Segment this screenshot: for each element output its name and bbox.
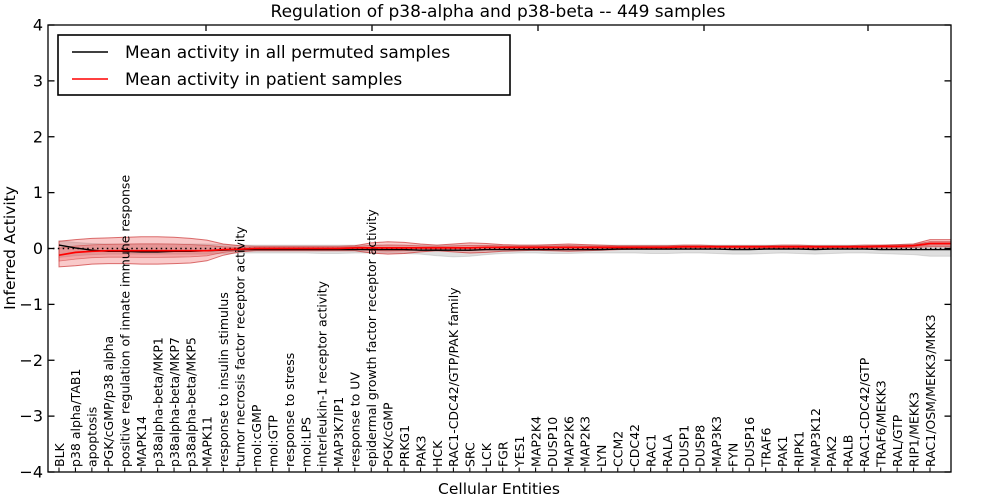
x-tick-label: PAK1 [774,435,790,467]
y-tick-label: 4 [32,15,43,35]
x-tick-label: PAK2 [824,435,840,467]
x-tick-label: p38alpha-beta/MKP1 [150,337,166,467]
x-tick-label: RAC1-CDC42/GTP/PAK family [446,287,462,467]
x-tick-label: PGK/cGMP [380,402,396,467]
y-tick-label: 2 [32,127,43,147]
x-tick-label: TRAF6 [758,427,774,467]
x-tick-label: RALB [840,434,856,467]
x-tick-label: response to insulin stimulus [216,292,232,467]
x-tick-label: HCK [429,440,445,467]
x-tick-label: CCM2 [610,430,626,467]
x-tick-label: PRKG1 [396,424,412,467]
legend-label-permuted: Mean activity in all permuted samples [125,43,451,63]
x-tick-label: MAPK14 [134,416,149,467]
y-tick-label: −3 [19,406,43,426]
x-tick-label: interleukin-1 receptor activity [314,280,330,467]
x-tick-label: SRC [462,442,478,467]
x-tick-label: mol:cGMP [249,404,264,467]
y-tick-label: 3 [32,71,43,91]
x-tick-label: DUSP10 [544,416,560,467]
y-tick-label: −1 [19,294,43,314]
x-tick-label: DUSP16 [742,416,757,467]
x-tick-label: PAK3 [413,435,429,467]
x-tick-label: LCK [479,443,495,467]
legend-label-patient: Mean activity in patient samples [125,70,403,90]
x-tick-label: p38alpha-beta/MKP5 [183,337,199,467]
x-axis-label: Cellular Entities [438,480,560,498]
y-tick-label: −4 [19,462,43,482]
x-tick-label: tumor necrosis factor receptor activity [232,226,248,467]
x-tick-label: mol:LPS [298,417,314,467]
x-tick-label: MAP2K3 [577,416,593,467]
x-tick-label: apoptosis [84,406,100,467]
x-tick-label: MAP2K6 [561,416,577,467]
x-tick-label: mol:GTP [265,415,281,467]
legend [58,35,510,95]
x-tick-label: TRAF6/MEKK3 [873,380,889,467]
y-tick-label: 1 [32,183,43,203]
x-tick-label: RAC1/OSM/MEKK3/MKK3 [922,314,938,467]
x-tick-label: RIPK1 [791,430,807,467]
x-tick-label: RAL/GTP [889,414,905,467]
y-tick-label: 0 [32,239,43,258]
x-tick-label: MAP3K7IP1 [331,396,347,467]
x-tick-label: FGR [495,441,511,467]
chart-title: Regulation of p38-alpha and p38-beta -- 449 samples [270,2,726,22]
x-tick-label: response to stress [281,352,297,467]
x-tick-label: LYN [594,444,610,467]
x-tick-label: RAC1 [643,433,659,467]
x-tick-label: FYN [725,442,741,467]
x-tick-label: positive regulation of innate immune response [117,174,133,467]
x-tick-label: MAP2K4 [528,416,544,467]
x-tick-label: DUSP8 [692,424,708,467]
x-tick-label: RALA [659,434,675,467]
x-tick-label: p38 alpha/TAB1 [68,368,84,467]
x-tick-label: CDC42 [627,424,642,467]
x-tick-label: RIP1/MEKK3 [906,391,922,467]
x-tick-label: MAPK11 [199,416,215,467]
x-tick-label: p38alpha-beta/MKP7 [166,337,182,467]
x-tick-label: response to UV [347,372,363,467]
x-tick-label: epidermal growth factor receptor activity [364,209,379,467]
y-tick-label: −2 [19,350,43,370]
y-axis-label: Inferred Activity [1,186,19,310]
x-tick-label: BLK [51,443,67,467]
x-tick-label: MAP3K3 [709,416,725,467]
x-tick-label: DUSP1 [676,424,692,467]
x-tick-label: YES1 [512,435,527,467]
x-tick-label: RAC1-CDC42/GTP [857,357,873,467]
x-tick-label: MAP3K12 [807,408,823,467]
x-tick-label: PGK/cGMP/p38 alpha [101,335,117,467]
